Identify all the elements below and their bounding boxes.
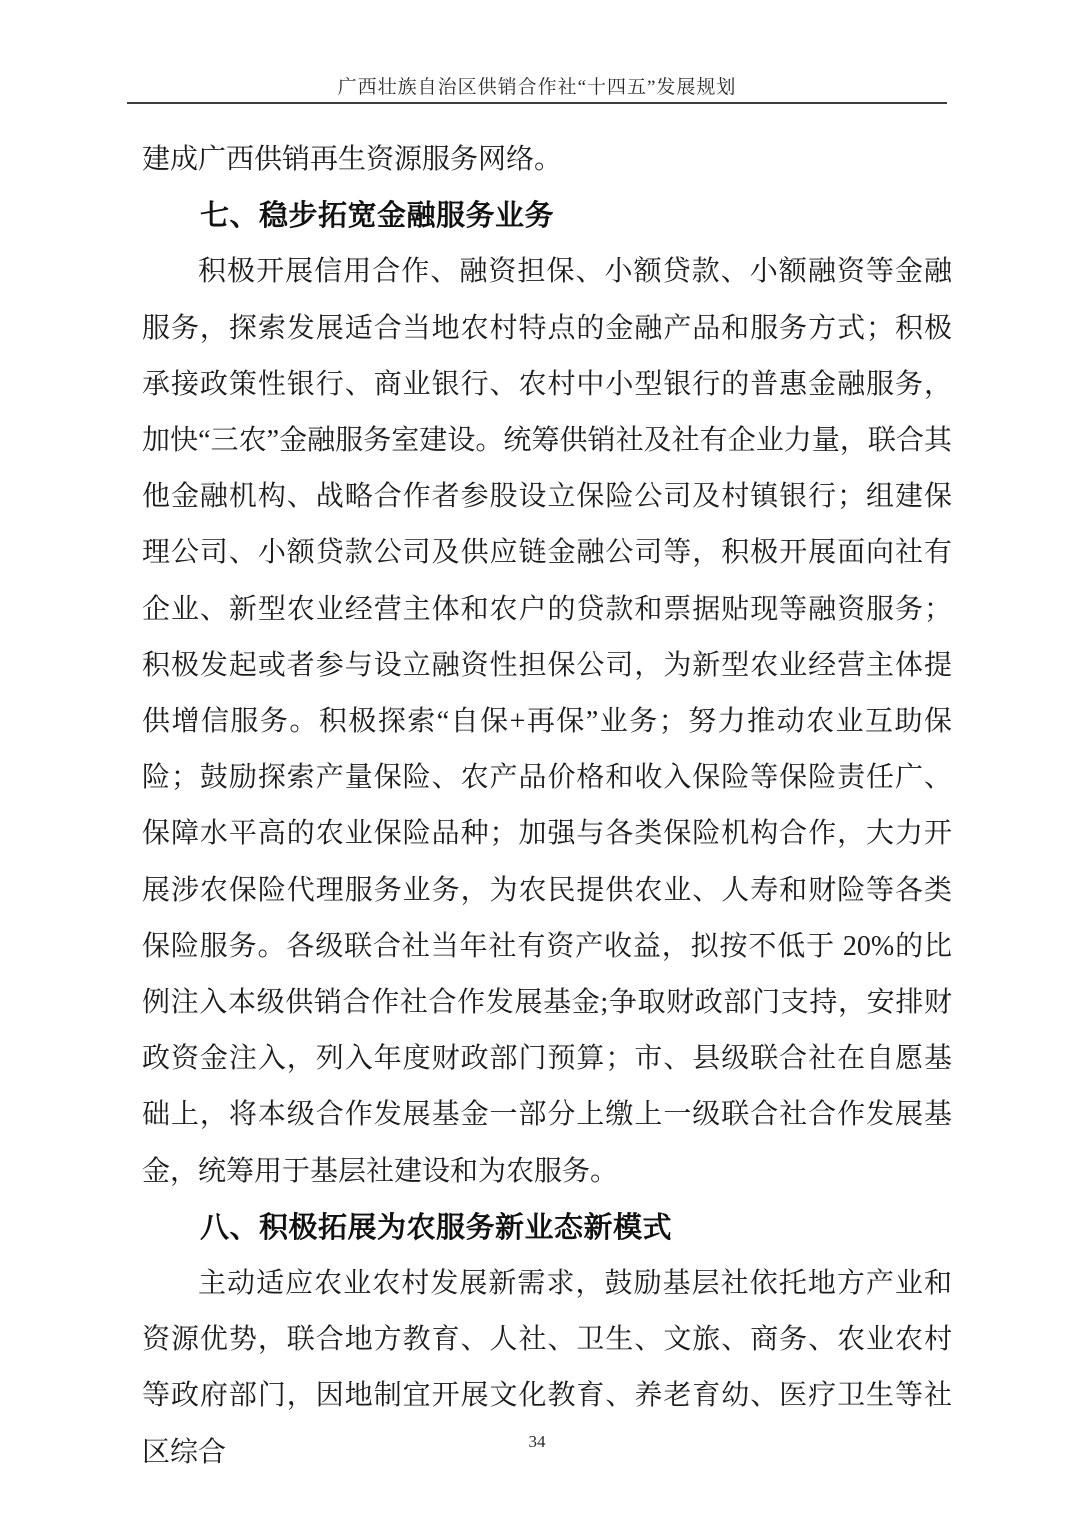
page-header-title: 广西壮族自治区供销合作社“十四五”发展规划 [337, 77, 737, 98]
page-header [127, 77, 947, 104]
section-paragraph-8: 主动适应农业农村发展新需求，鼓励基层社依托地方产业和资源优势，联合地方教育、人社、卫生、文旅、商务、农业农村等政府部门，因地制宜开展文化教育、养老育幼、医疗卫生等社区综合 [142, 1268, 952, 1468]
section-heading-8: 八、积极拓展为农服务新业态新模式 [200, 1211, 673, 1244]
paragraph-continuation: 建成广西供销再生资源服务网络。 [142, 144, 563, 175]
document-body [142, 132, 952, 1481]
section-paragraph-7: 积极开展信用合作、融资担保、小额贷款、小额融资等金融服务，探索发展适合当地农村特点的金融产品和服务方式；积极承接政策性银行、商业银行、农村中小型银行的普惠金融服务，加快“三农”金融服务室建设。统筹供销社及社有企业力量，联合其他金融机构、战略合作者参股设立保险公司及村镇银行；组建保理公司、小额贷款公司及供应链金融公司等，积极开展面向社有企业、新型农业经营主体和农户的贷款和票据贴现等融资服务；积极发起或者参与设立融资性担保公司，为新型农业经营主体提供增信服务。积极探索“自保+再保”业务；努力推动农业互助保险；鼓励探索产量保险、农产品价格和收入保险等保险责任广、保障水平高的农业保险品种；加强与各类保险机构合作，大力开展涉农保险代理服务业务，为农民提供农业、人寿和财险等各类保险服务。各级联合社当年社有资产收益，拟按不低于 20%的比例注入本级供销合作社合作发展基金;争取财政部门支持，安排财政资金注入，列入年度财政部门预算；市、县级联合社在自愿基础上，将本级合作发展基金一部分上缴上一级联合社合作发展基金，统筹用于基层社建设和为农服务。 [142, 256, 952, 1187]
page-footer [0, 1430, 1074, 1454]
page-number: 34 [528, 1432, 546, 1451]
section-heading-7: 七、稳步拓宽金融服务业务 [200, 200, 555, 233]
